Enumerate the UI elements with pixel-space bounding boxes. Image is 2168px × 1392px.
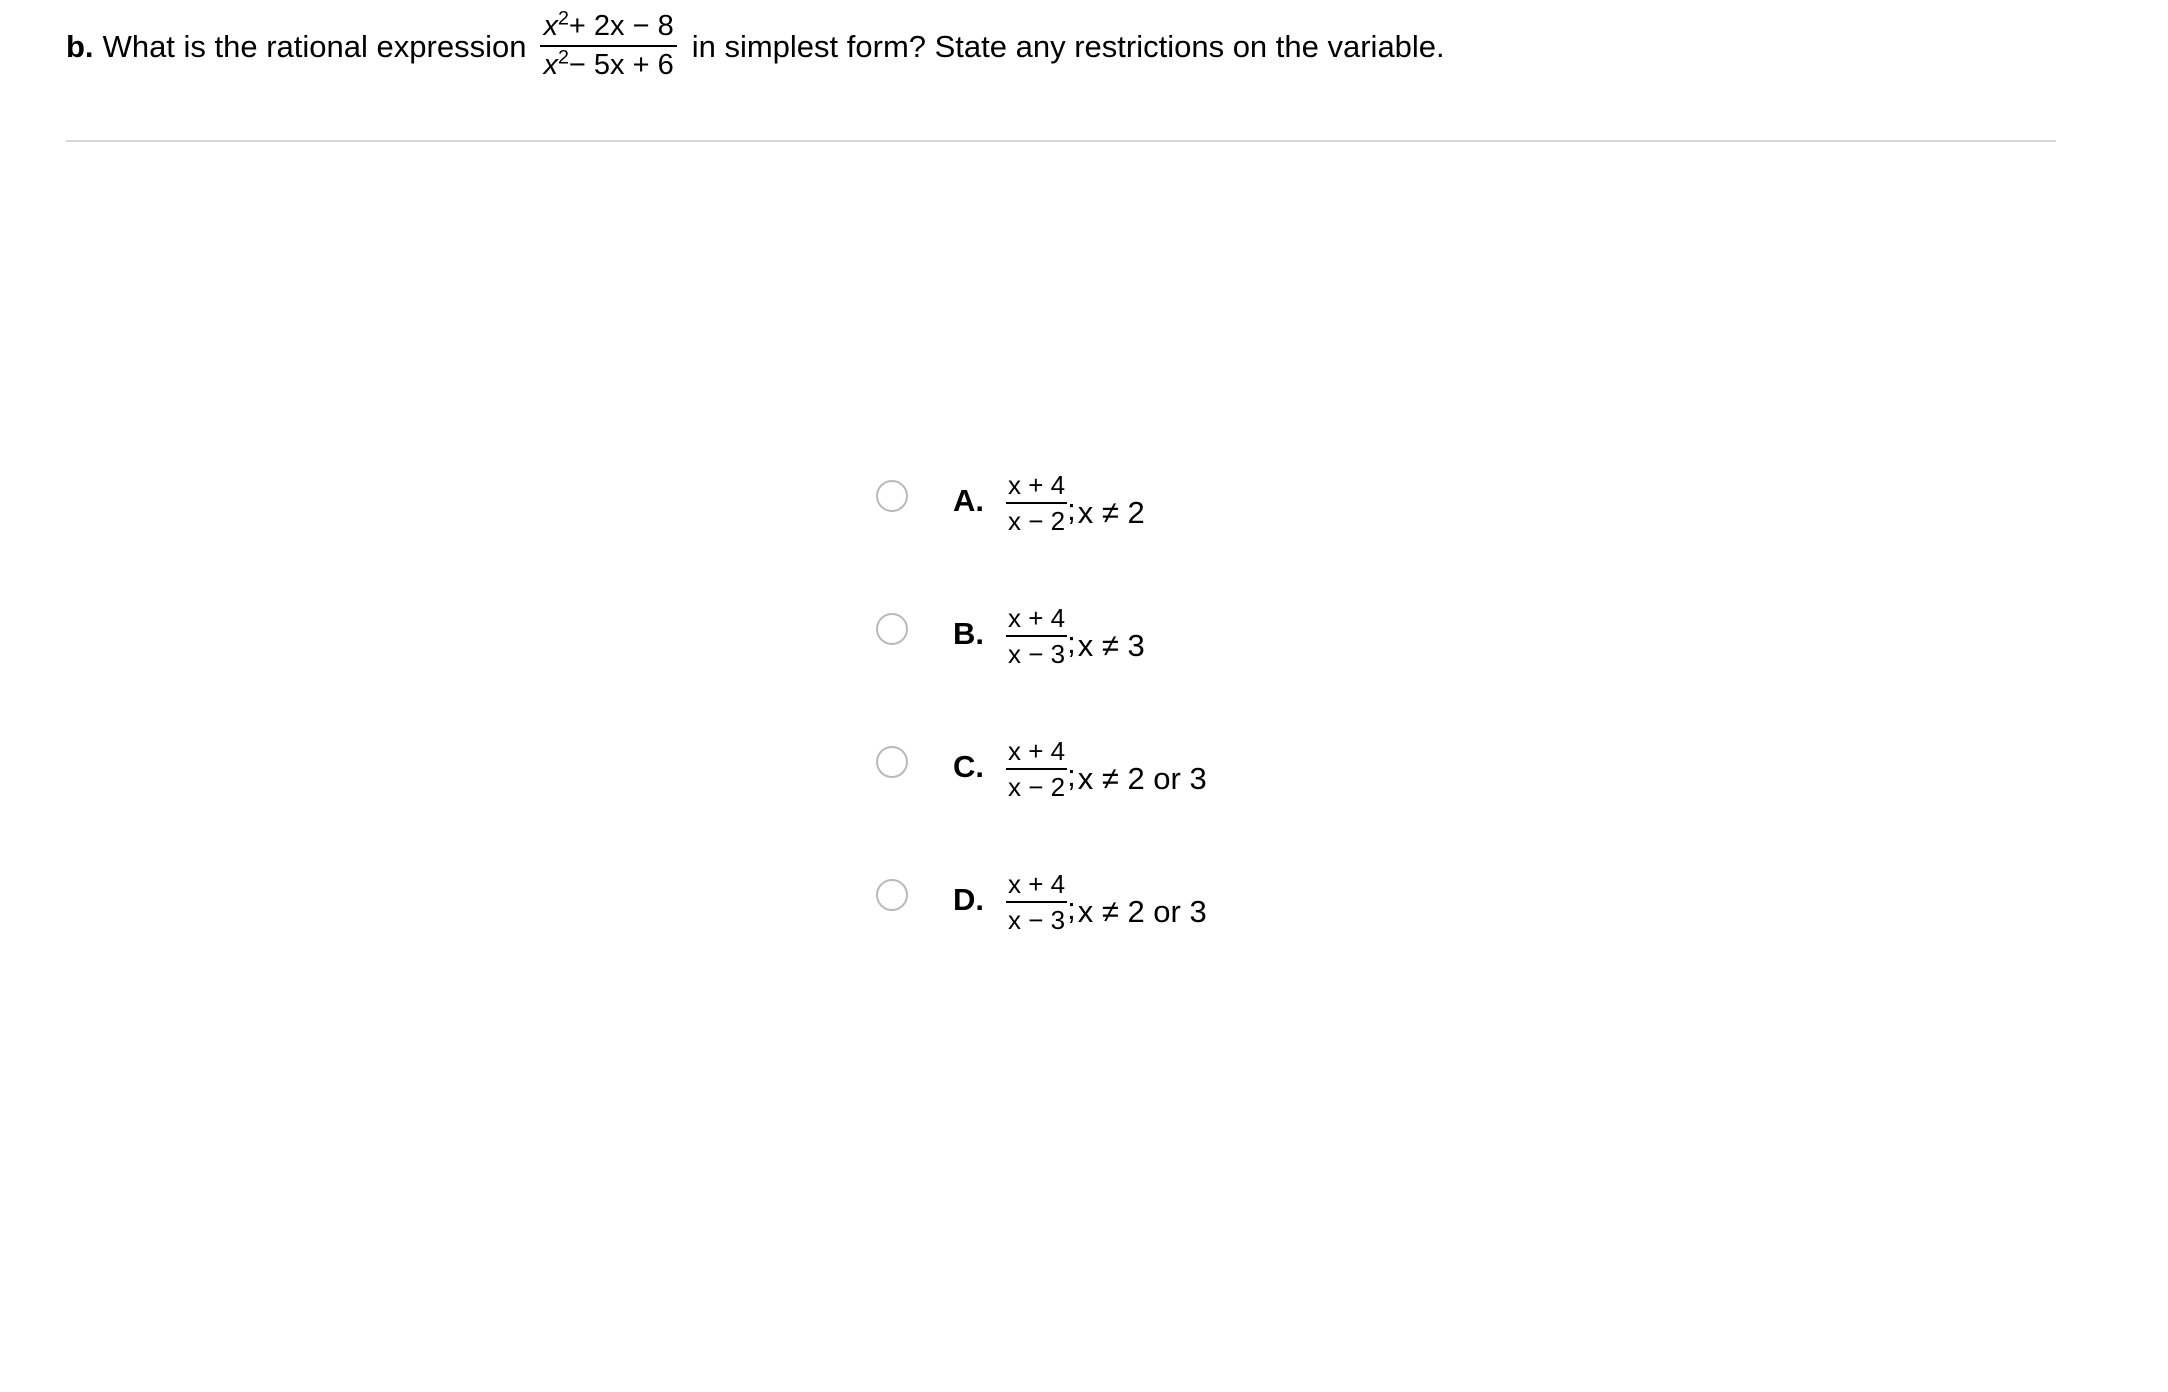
option-content-a — [1006, 472, 1145, 534]
answer-option-c[interactable] — [876, 736, 1207, 869]
option-a-denominator: x − 2 — [1008, 506, 1066, 536]
answer-option-d[interactable] — [876, 869, 1207, 1002]
answer-option-a[interactable] — [876, 470, 1207, 603]
option-d-restriction: x ≠ 2 or 3 — [1077, 893, 1207, 929]
option-c-fraction-bar — [1006, 768, 1067, 770]
option-a-numerator: x + 4 — [1008, 470, 1066, 500]
answer-option-b[interactable] — [876, 603, 1207, 736]
option-d-denominator: x − 3 — [1008, 905, 1066, 935]
radio-button-c[interactable] — [876, 746, 908, 778]
option-c-fraction — [1006, 738, 1067, 800]
stem-fraction — [540, 7, 676, 81]
option-letter-b: B. — [953, 616, 984, 651]
option-b-fraction-bar — [1006, 635, 1067, 637]
stem-fraction-numerator — [540, 7, 676, 42]
option-content-d — [1006, 871, 1207, 933]
option-letter-a: A. — [953, 483, 984, 518]
option-letter-c: C. — [953, 749, 984, 784]
question-text-after: in simplest form? State any restrictions on the variable. — [691, 28, 1445, 64]
option-b-denominator: x − 3 — [1008, 639, 1066, 669]
option-b-fraction — [1006, 605, 1067, 667]
option-content-b — [1006, 605, 1145, 667]
option-a-fraction — [1006, 472, 1067, 534]
stem-den-rest: − 5x + 6 — [568, 49, 674, 81]
option-c-restriction: x ≠ 2 or 3 — [1077, 760, 1207, 796]
option-b-restriction: x ≠ 3 — [1077, 627, 1145, 663]
question-label: b. — [66, 28, 94, 64]
radio-button-b[interactable] — [876, 613, 908, 645]
radio-button-a[interactable] — [876, 480, 908, 512]
option-b-numerator: x + 4 — [1008, 603, 1066, 633]
option-d-separator: ; — [1067, 891, 1076, 926]
stem-num-rest: + 2x − 8 — [568, 10, 674, 42]
answer-options-list — [876, 470, 1207, 1002]
option-content-c — [1006, 738, 1207, 800]
stem-den-variable: x — [543, 49, 558, 81]
option-b-separator: ; — [1067, 625, 1076, 660]
option-a-restriction: x ≠ 2 — [1077, 494, 1145, 530]
option-d-numerator: x + 4 — [1008, 869, 1066, 899]
stem-fraction-denominator — [540, 46, 676, 81]
section-divider — [66, 140, 2056, 142]
option-letter-d: D. — [953, 882, 984, 917]
question-stem — [66, 7, 1445, 81]
option-d-fraction-bar — [1006, 901, 1067, 903]
question-text-before: What is the rational expression — [102, 28, 527, 64]
stem-den-exponent: 2 — [557, 46, 569, 69]
option-c-numerator: x + 4 — [1008, 736, 1066, 766]
stem-num-variable: x — [543, 10, 558, 42]
radio-button-d[interactable] — [876, 879, 908, 911]
option-a-fraction-bar — [1006, 502, 1067, 504]
option-c-denominator: x − 2 — [1008, 772, 1066, 802]
option-d-fraction — [1006, 871, 1067, 933]
option-c-separator: ; — [1067, 758, 1076, 793]
option-a-separator: ; — [1067, 492, 1076, 527]
stem-num-exponent: 2 — [557, 7, 569, 30]
